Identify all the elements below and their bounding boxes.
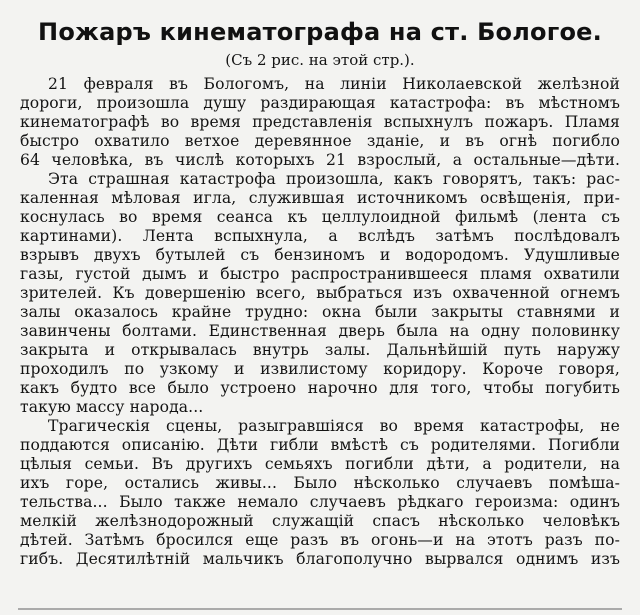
text-line: дороги, произошла душу раздирающая катастрофа: въ мѣстномъ (20, 94, 620, 112)
text-line: тельства... Было также немало случаевъ рѣдкаго героизма: одинъ (20, 493, 620, 511)
text-line: цѣлыя семьи. Въ другихъ семьяхъ погибли дѣти, а родители, на (20, 455, 620, 473)
text-line: дѣтей. Затѣмъ бросился еще разъ въ огонь—и на этотъ разъ по- (20, 531, 620, 549)
article-subtitle: (Съ 2 рис. на этой стр.). (225, 51, 415, 69)
text-line: поддаются описанію. Дѣти гибли вмѣстѣ съ родителями. Погибли (20, 436, 620, 454)
text-line: зрителей. Къ довершенію всего, выбраться изъ охваченной огнемъ (20, 284, 620, 302)
text-line: 21 февраля въ Бологомъ, на линіи Николаевской желѣзной (48, 75, 620, 93)
text-line: картинами). Лента вспыхнула, а вслѣдъ затѣмъ послѣдовалъ (20, 227, 620, 245)
text-line: закрыта и открывалась внутрь залы. Дальнѣйшій путь наружу (20, 341, 620, 359)
text-line: Трагическія сцены, разыгравшіяся во время катастрофы, не (48, 417, 620, 435)
text-line: быстро охватило ветхое деревянное зданіе, и въ огнѣ погибло (20, 132, 620, 150)
text-line: 64 человѣка, въ числѣ которыхъ 21 взрослый, а остальные—дѣти. (20, 151, 620, 169)
text-line: газы, густой дымъ и быстро распространившееся пламя охватили (20, 265, 620, 283)
text-line: проходилъ по узкому и извилистому коридору. Короче говоря, (20, 360, 620, 378)
bottom-rule (18, 608, 622, 610)
text-line: коснулась во время сеанса къ целлулоидной фильмѣ (лента съ (20, 208, 620, 226)
text-line: какъ будто все было устроено нарочно для того, чтобы погубить (20, 379, 620, 397)
text-line: завинчены болтами. Единственная дверь была на одну половинку (20, 322, 620, 340)
text-line: взрывъ двухъ бутылей съ бензиномъ и водородомъ. Удушливые (20, 246, 620, 264)
text-line: гибъ. Десятилѣтній мальчикъ благополучно вырвался однимъ изъ (20, 550, 620, 568)
text-line: такую массу народа... (20, 398, 204, 416)
text-line: Эта страшная катастрофа произошла, какъ говорятъ, такъ: рас- (48, 170, 620, 188)
text-line: кинематографѣ во время представленія вспыхнулъ пожаръ. Пламя (20, 113, 620, 131)
text-line: мелкій желѣзнодорожный служащій спасъ нѣсколько человѣкъ (20, 512, 620, 530)
text-line: залы оказалось крайне трудно: окна были закрыты ставнями и (20, 303, 620, 321)
article-title: Пожаръ кинематографа на ст. Бологое. (38, 18, 602, 46)
text-line: каленная мѣловая игла, служившая источникомъ освѣщенія, при- (20, 189, 620, 207)
article-body (20, 75, 620, 569)
text-line: ихъ горе, остались живы... Было нѣсколько случаевъ помѣша- (20, 474, 620, 492)
